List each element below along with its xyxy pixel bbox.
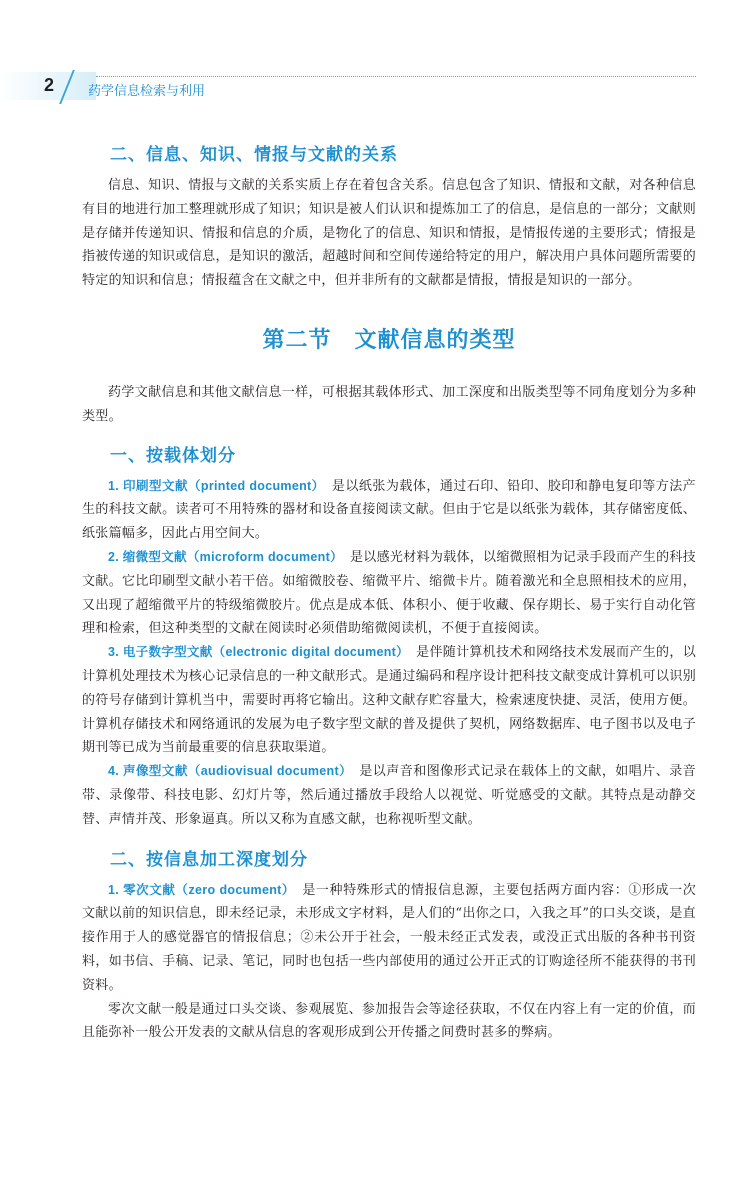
item-text: 是以纸张为载体，通过石印、铅印、胶印和静电复印等方法产生的科技文献。读者可不用特殊的器材和设备直接阅读文献。但由于它是以纸张为载体，其存储密度低、纸张篇幅多，因此占用空间大。 [82,478,696,542]
item-electronic-document [82,641,696,760]
header-dotted-rule [96,76,696,77]
page-content [82,140,696,1045]
item-lead: 4. 声像型文献（audiovisual document） [108,764,346,779]
item-audiovisual-document [82,760,696,831]
item-lead: 1. 印刷型文献（printed document） [108,478,319,493]
paragraph-relationship: 信息、知识、情报与文献的关系实质上存在着包含关系。信息包含了知识、情报和文献，对各种信息有目的地进行加工整理就形成了知识；知识是被人们认识和提炼加工了的信息，是信息的一部分；文献则是存储并传递知识、情报和信息的介质，是物化了的信息、知识和情报，是情报传递的主要形式；情报是指被传递的知识或信息，是知识的激活，超越时间和空间传递给特定的用户，解决用户具体问题所需要的特定的知识和信息；情报蕴含在文献之中，但并非所有的文献都是情报，情报是知识的一部分。 [82,178,696,289]
paragraph-zero-document-note: 零次文献一般是通过口头交谈、参观展览、参加报告会等途径获取，不仅在内容上有一定的价值，而且能弥补一般公开发表的文献从信息的客观形成到公开传播之间费时甚多的弊病。 [82,1001,696,1041]
section-title: 第二节 文献信息的类型 [262,327,516,353]
item-text: 是以声音和图像形式记录在载体上的文献，如唱片、录音带、录像带、科技电影、幻灯片等，然后通过播放手段给人以视觉、听觉感受的文献。其特点是动静交替、声情并茂、形象逼真。所以又称为直感文献，也称视听型文献。 [82,764,696,827]
item-microform-document [82,546,696,641]
item-printed-document [82,475,696,546]
item-zero-document [82,879,696,998]
item-text: 是以感光材料为载体，以缩微照相为记录手段而产生的科技文献。它比印刷型文献小若干倍。如缩微胶卷、缩微平片、缩微卡片。随着激光和全息照相技术的应用，又出现了超缩微平片的特级缩微胶片。优点是成本低、体积小、便于收藏、保存期长、易于实行自动化管理和检索，但这种类型的文献在阅读时必须借助缩微阅读机，不便于直接阅读。 [82,549,696,637]
item-lead: 3. 电子数字型文献（electronic digital document） [108,645,403,660]
heading-relationship: 二、信息、知识、情报与文献的关系 [110,145,398,165]
heading-by-processing-depth: 二、按信息加工深度划分 [110,849,308,870]
item-text: 是伴随计算机技术和网络技术发展而产生的，以计算机处理技术为核心记录信息的一种文献形式。是通过编码和程序设计把科技文献变成计算机可以识别的符号存储到计算机当中，需要时再将它输出。这种文献存贮容量大，检索速度快捷、灵活，使用方便。计算机存储技术和网络通讯的发展为电子数字型文献的普及提供了契机，网络数据库、电子图书以及电子期刊等已成为当前最重要的信息获取渠道。 [82,645,696,756]
item-lead: 2. 缩微型文献（microform document） [108,549,337,564]
running-title: 药学信息检索与利用 [88,84,206,99]
item-lead: 1. 零次文献（zero document） [108,882,289,897]
item-text: 是一种特殊形式的情报信息源，主要包括两方面内容：①形成一次文献以前的知识信息，即未经记录，未形成文字材料，是人们的“出你之口，入我之耳”的口头交谈，是直接作用于人的感觉器官的情报信息；②未公开于社会，一般未经正式发表，或没正式出版的各种书刊资料，如书信、手稿、记录、笔记，同时也包括一些内部使用的通过公开正式的订购途径所不能获得的书刊资料。 [82,882,696,993]
page-number: 2 [44,75,55,95]
paragraph-intro: 药学文献信息和其他文献信息一样，可根据其载体形式、加工深度和出版类型等不同角度划分为多种类型。 [82,384,696,424]
heading-by-carrier: 一、按载体划分 [110,445,236,466]
